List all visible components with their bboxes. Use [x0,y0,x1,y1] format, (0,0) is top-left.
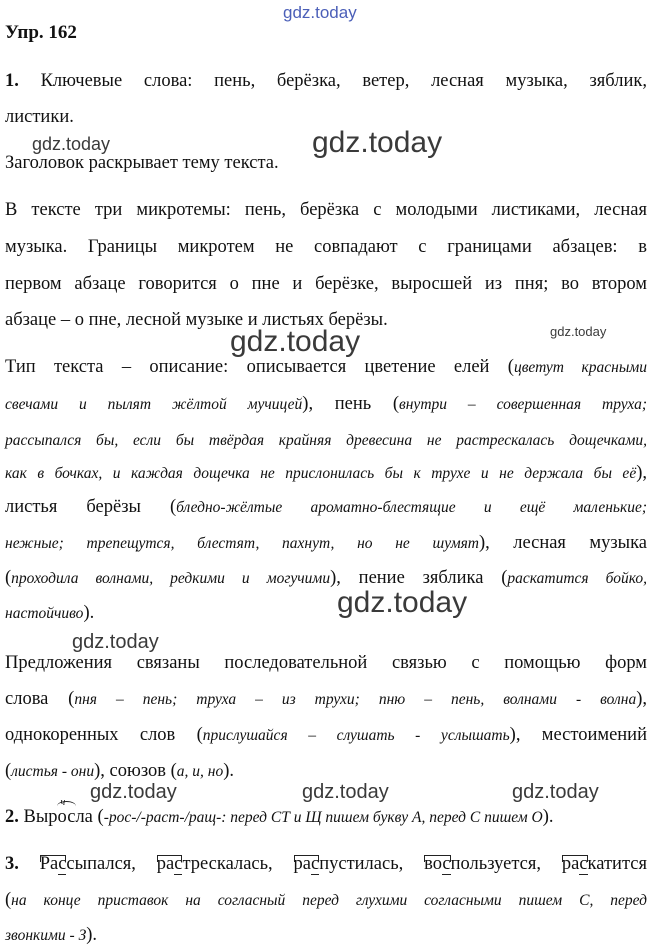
watermark: gdz.today [32,134,111,154]
quote: листья - они [11,763,95,780]
watermark: gdz.today [550,324,607,339]
keywords-line-1 [5,70,647,92]
item-number: 1. [5,71,19,91]
quote: нежные; трепещутся, блестят, пахнут, но не шумят [5,535,479,552]
watermark: gdz.today [512,781,599,803]
prefix-letter: с [442,854,451,874]
prefix-part: ра [156,854,175,874]
root-mark [57,797,76,828]
prefix-mark [562,853,588,875]
watermark: gdz.today [90,781,177,803]
text-type-line-1 [5,356,647,379]
text: ). [83,603,95,623]
text: ( [5,568,12,588]
text: ), пение зяблика ( [330,568,508,588]
text: ), союзов ( [94,761,177,781]
microtopics-line-4: абзаце – о пне, лесной музыке и листьях берёзы. [5,310,388,330]
watermark: gdz.today [230,325,361,358]
text-type-line-2 [5,393,647,416]
text-type-line-4 [5,462,647,485]
prefix-letter: с [310,854,320,874]
microtopics-line-3: первом абзаце говорится о пне и берёзке, выросшей из пня; во втором [5,274,647,294]
word-part: Выр [23,807,58,827]
title-sentence: Заголовок раскрывает тему текста. [5,153,279,173]
quote: внутри – совершенная труха; [399,396,647,413]
connection-line-4 [5,760,647,783]
page-title: Упр. 162 [5,22,77,43]
rule-text: звонкими - З [5,927,87,944]
rule-text: на конце приставок на согласный перед глухими согласными пишем С, перед [11,892,647,909]
text-type-line-6 [5,532,647,555]
microtopics-line-1: В тексте три микротемы: пень, берёзка с молодыми листиками, лесная [5,200,647,220]
prefix-analysis-line-2 [5,889,647,912]
text: однокоренных слов ( [5,725,203,745]
word-root: ос [57,807,76,827]
text-type-line-3 [5,429,647,452]
quote: а, и, но [176,763,224,780]
text: ), [636,689,647,709]
quote: бледно-жёлтые ароматно-блестящие и ещё маленькие; [176,499,647,516]
rule-text: -рос-/-раст-/ращ-: перед СТ и Щ пишем букву А, перед С пишем О [103,809,543,826]
quote: пня – пень; труха – из трухи; пню – пень, волнами - волна [74,691,637,708]
quote: цветут красными [513,359,647,376]
text: ), местоимений [509,725,647,745]
text: ), лесная музыка [478,533,647,553]
text-type-line-5 [5,496,647,519]
watermark: gdz.today [302,781,389,803]
watermark-top: gdz.today [283,3,357,22]
prefix-mark [424,853,451,875]
item-number: 2. [5,807,19,827]
text: ( [5,761,12,781]
connection-line-2 [5,688,647,711]
text: ), пень ( [302,394,400,414]
word-part: пользуется, [450,854,562,874]
keywords-line-2: листики. [5,107,74,127]
prefix-mark [40,853,67,875]
quote: проходила волнами, редкими и могучими [11,570,331,587]
word-part: сыпался, [66,854,157,874]
quote: как в бочках, и каждая дощечка не прислонилась бы к трухе и не держала бы её [5,465,637,482]
microtopics-line-2: музыка. Границы микротем не совпадают с границами абзацев: в [5,237,647,257]
text: листья берёзы ( [5,497,177,517]
watermark: gdz.today [312,126,443,159]
text: ). [223,761,235,781]
text-type-line-7 [5,567,647,590]
root-analysis-line [5,797,647,829]
prefix-part: Ра [39,854,59,874]
word-part: катится [587,854,647,874]
word-part: ла ( [75,807,104,827]
prefix-part: ра [293,854,311,874]
word-part: трескалась, [182,854,294,874]
quote: раскатится бойко, [507,570,648,587]
keywords-text: Ключевые слова: пень, берёзка, ветер, лесная музыка, зяблик, [40,71,647,91]
quote: прислушайся – слушать - услышать [202,727,510,744]
alternation-mark: ч [60,797,66,808]
text: ). [542,807,554,827]
text-type-line-8 [5,602,647,625]
watermark: gdz.today [72,631,159,653]
connection-line-3 [5,724,647,747]
prefix-mark [294,853,320,875]
text: ( [5,890,12,910]
prefix-part: ра [561,854,580,874]
item-number: 3. [5,854,19,874]
prefix-letter: с [579,854,588,874]
text-type-label: Тип текста – описание: описывается цветение елей ( [5,357,514,377]
quote: рассыпался бы, если бы твёрдая крайняя древесина не растрескалась дощечками, [5,432,647,449]
quote: настойчиво [5,605,84,622]
prefix-analysis-line-1 [5,853,647,875]
prefix-letter: с [174,854,183,874]
text: ), [636,463,647,483]
prefix-letter: с [58,854,67,874]
prefix-part: во [424,854,443,874]
prefix-analysis-line-3 [5,924,647,947]
watermark: gdz.today [337,586,468,619]
connection-line-1: Предложения связаны последовательной связью с помощью форм [5,653,647,673]
quote: свечами и пылят жёлтой мучицей [5,396,303,413]
text: ). [86,925,98,945]
word-part: пустилась, [319,854,425,874]
text: слова ( [5,689,75,709]
prefix-mark [157,853,183,875]
